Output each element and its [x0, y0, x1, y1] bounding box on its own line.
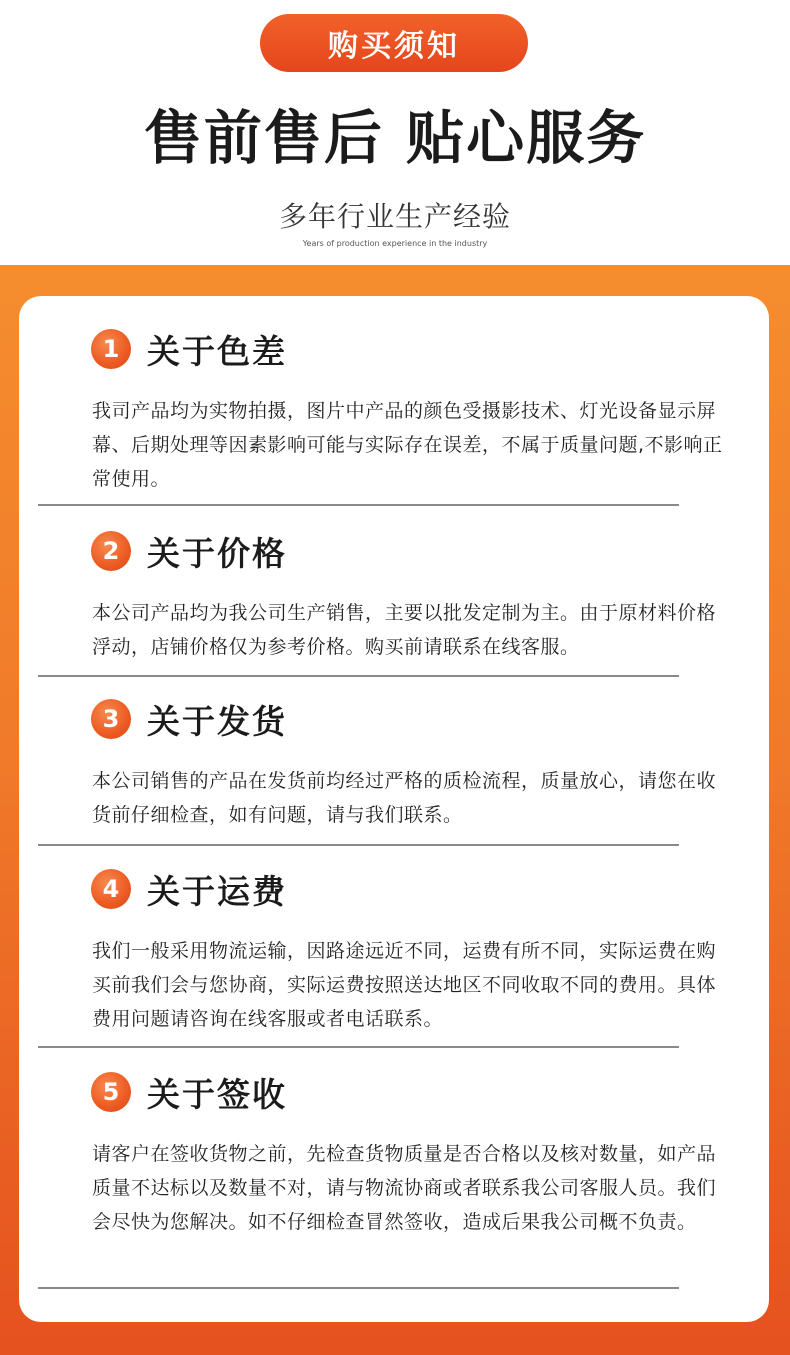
section-header	[66, 864, 287, 914]
page-subtitle-english: Years of production experience in the industry	[302, 239, 488, 248]
purchase-notice-badge: 购买须知	[260, 14, 528, 72]
section-title: 关于色差	[147, 331, 287, 371]
section-title: 关于签收	[147, 1074, 287, 1114]
section-divider	[38, 675, 679, 677]
section-body: 本公司产品均为我公司生产销售，主要以批发定制为主。由于原材料价格浮动，店铺价格仅为参考价格。购买前请联系在线客服。	[92, 602, 717, 658]
section-divider	[38, 504, 679, 506]
section-header	[66, 526, 287, 576]
notice-card	[19, 296, 769, 1322]
section-title: 关于运费	[147, 871, 287, 911]
number-badge-5: 5	[91, 1072, 131, 1112]
section-divider	[38, 1046, 679, 1048]
section-body: 请客户在签收货物之前，先检查货物质量是否合格以及核对数量，如产品质量不达标以及数量不对，请与物流协商或者联系我公司客服人员。我们会尽快为您解决。如不仔细检查冒然签收，造成后果我公司概不负责。	[92, 1143, 717, 1233]
section-body: 我们一般采用物流运输，因路途远近不同，运费有所不同，实际运费在购买前我们会与您协商，实际运费按照送达地区不同收取不同的费用。具体费用问题请咨询在线客服或者电话联系。	[92, 940, 717, 1030]
number-badge-4: 4	[91, 869, 131, 909]
number-badge-3: 3	[91, 699, 131, 739]
section-header	[66, 1067, 287, 1117]
page-headline: 售前售后 贴心服务	[143, 104, 647, 172]
section-divider	[38, 1287, 679, 1289]
section-divider	[38, 844, 679, 846]
header-area	[0, 0, 790, 265]
section-body: 本公司销售的产品在发货前均经过严格的质检流程，质量放心，请您在收货前仔细检查，如有问题，请与我们联系。	[92, 770, 717, 826]
section-body: 我司产品均为实物拍摄，图片中产品的颜色受摄影技术、灯光设备显示屏幕、后期处理等因素影响可能与实际存在误差，不属于质量问题,不影响正常使用。	[92, 400, 723, 490]
number-badge-1: 1	[91, 329, 131, 369]
section-title: 关于价格	[147, 533, 287, 573]
section-header	[66, 694, 287, 744]
section-title: 关于发货	[147, 701, 287, 741]
page-subtitle: 多年行业生产经验	[278, 200, 511, 233]
number-badge-2: 2	[91, 531, 131, 571]
section-header	[66, 324, 287, 374]
